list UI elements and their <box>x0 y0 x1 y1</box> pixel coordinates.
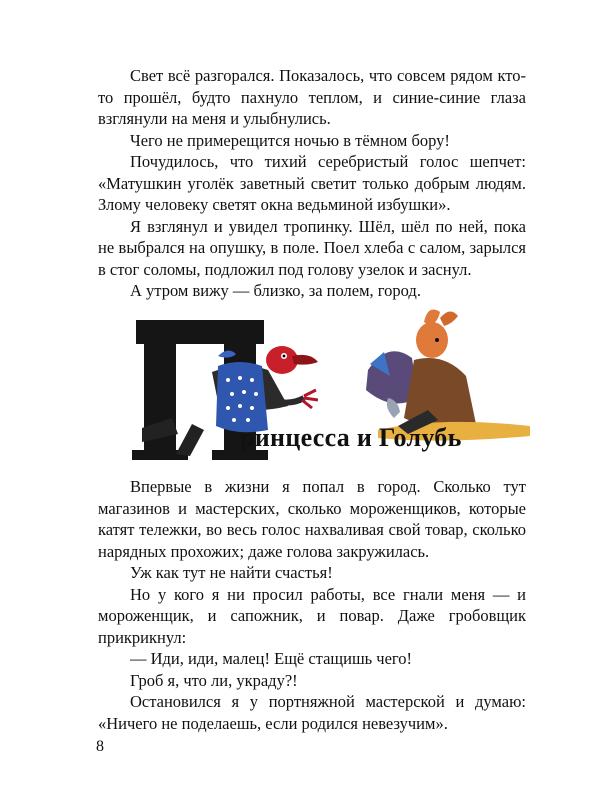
paragraph: Свет всё разгорался. Показалось, что совсем рядом кто-то прошёл, будто пахнуло теплом, и синие-синие глаза взглянули на меня и улыбнулись. <box>98 66 526 128</box>
paragraph: Уж как тут не найти счастья! <box>130 563 333 582</box>
paragraph: Остановился я у портняжной мастерской и думаю: «Ничего не поделаешь, если родился невезучим». <box>98 692 526 733</box>
paragraph: Но у кого я ни просил работы, все гнали меня — и мороженщик, и сапожник, и повар. Даже гробовщик прикрикнул: <box>98 584 526 647</box>
paragraph: Впервые в жизни я попал в город. Сколько тут магазинов и мастерских, сколько мороженщиков, которые катят тележки, во весь голос нахваливая свой товар, сколько нарядных прохожих; даже голова закружилась. <box>98 477 526 561</box>
paragraph: Почудилось, что тихий серебристый голос шепчет: «Матушкин уголёк заветный светит только добрым людям. Злому человеку светят окна ведьминой избушки». <box>98 152 526 214</box>
text-block-bottom <box>98 476 526 734</box>
paragraph: — Иди, иди, малец! Ещё стащишь чего! <box>130 649 413 668</box>
seated-figure <box>366 310 530 441</box>
page-number: 8 <box>96 738 104 755</box>
chapter-title: ринцесса и Голубь <box>240 423 462 452</box>
text-block-top <box>98 65 526 302</box>
paragraph: Чего не примерещится ночью в тёмном бору! <box>130 130 450 150</box>
paragraph: Я взглянул и увидел тропинку. Шёл, шёл по ней, пока не выбрался на опушку, в поле. Поел хлеба с салом, зарылся в стог соломы, подложил под голову узелок и заснул. <box>98 216 526 279</box>
paragraph: А утром вижу — близко, за полем, город. <box>130 281 421 300</box>
paragraph: Гроб я, что ли, украду?! <box>130 670 298 690</box>
